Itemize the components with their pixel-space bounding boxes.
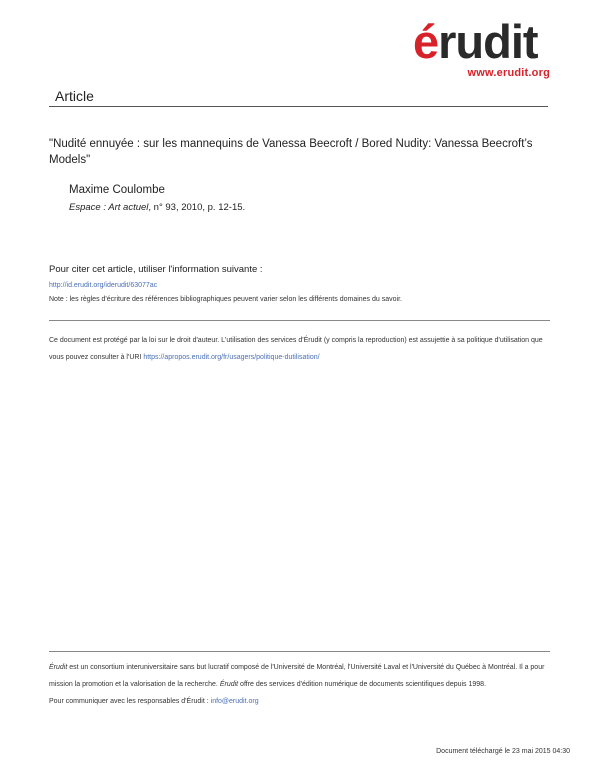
citation-url-link[interactable]: http://id.erudit.org/iderudit/63077ac xyxy=(49,282,158,289)
footer-brand: Érudit xyxy=(49,664,68,671)
footer-text xyxy=(49,659,554,710)
erudit-logo xyxy=(413,15,553,84)
contact-email-link[interactable]: info@erudit.org xyxy=(210,698,259,705)
source-details: , n° 93, 2010, p. 12-15. xyxy=(148,202,246,213)
footer-contact-text: Pour communiquer avec les responsables d'Érudit : xyxy=(49,698,211,705)
article-title: "Nudité ennuyée : sur les mannequins de Vanessa Beecroft / Bored Nudity: Vanessa Beecroft’s Models" xyxy=(49,138,533,166)
logo-url[interactable]: www.erudit.org xyxy=(467,67,550,79)
logo-wordmark xyxy=(413,16,538,68)
logo-accent-letter: é xyxy=(413,15,439,68)
citation-note: Note : les règles d'écriture des références bibliographiques peuvent varier selon les différents domaines du savoir. xyxy=(49,296,402,303)
citation-heading: Pour citer cet article, utiliser l'information suivante : xyxy=(49,264,263,275)
footer-line1: est un consortium interuniversitaire sans but lucratif composé de l'Université de Montréal, l'Université Laval et l'Université du Québec à Montréal. Il a pour mission la promotion et la valorisation de la recherche. xyxy=(49,664,545,688)
copyright-notice xyxy=(49,332,554,366)
section-divider xyxy=(49,106,548,107)
copyright-text: Ce document est protégé par la loi sur le droit d'auteur. L'utilisation des services d'Érudit (y compris la reproduction) est assujettie à sa politique d'utilisation que vous pouvez consulter à l'URI xyxy=(49,337,543,361)
section-label: Article xyxy=(55,88,94,104)
footer-divider xyxy=(49,651,550,652)
download-timestamp: Document téléchargé le 23 mai 2015 04:30 xyxy=(436,748,570,755)
logo-letters: rudit xyxy=(438,15,538,68)
policy-url-link[interactable]: https://apropos.erudit.org/fr/usagers/politique-dutilisation/ xyxy=(143,354,320,361)
journal-name: Espace : Art actuel xyxy=(69,202,149,213)
copyright-divider xyxy=(49,320,550,321)
article-source xyxy=(69,202,245,213)
footer-brand-2: Érudit xyxy=(219,681,239,688)
article-author: Maxime Coulombe xyxy=(69,184,165,196)
footer-line2: offre des services d'édition numérique de documents scientifiques depuis 1998. xyxy=(238,681,487,688)
